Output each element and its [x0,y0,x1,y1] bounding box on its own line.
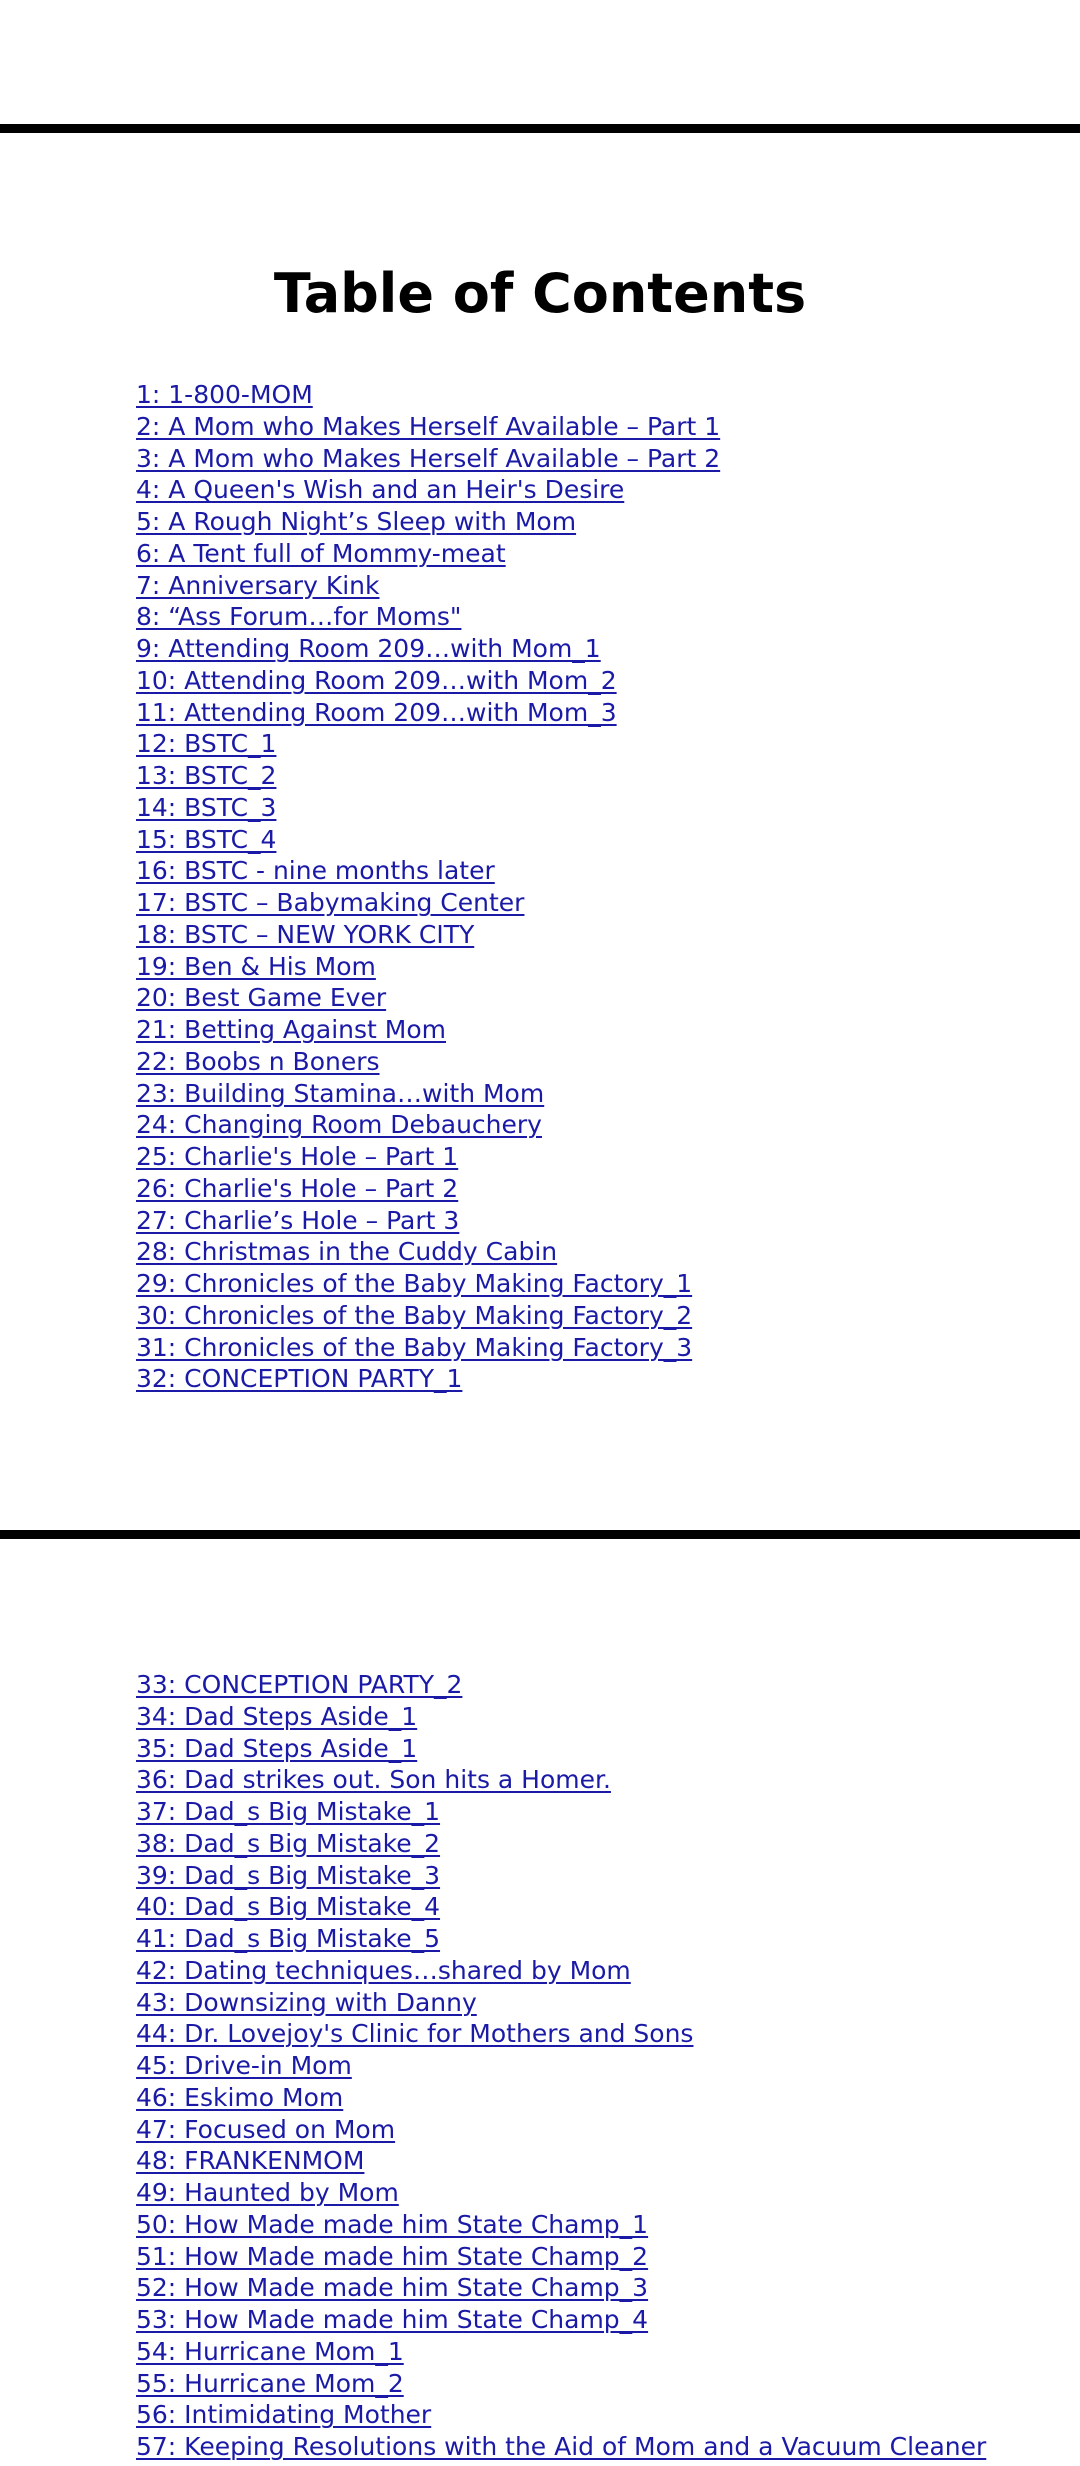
toc-entry-link[interactable]: 51: How Made made him State Champ_2 [136,2241,649,2271]
toc-entry [136,1173,720,1205]
toc-entry [136,1332,720,1364]
page-divider-middle [0,1530,1080,1539]
toc-entry [136,1828,986,1860]
toc-entry-link[interactable]: 24: Changing Room Debauchery [136,1110,542,1140]
toc-entry-link[interactable]: 7: Anniversary Kink [136,570,380,600]
toc-entry [136,1109,720,1141]
toc-entry-link[interactable]: 36: Dad strikes out. Son hits a Homer. [136,1765,611,1795]
toc-entry [136,824,720,856]
toc-entry-link[interactable]: 43: Downsizing with Danny [136,1987,477,2017]
toc-entry-link[interactable]: 52: How Made made him State Champ_3 [136,2273,649,2303]
toc-entry [136,951,720,983]
toc-entry [136,633,720,665]
toc-entry [136,443,720,475]
toc-entry-link[interactable]: 18: BSTC – NEW YORK CITY [136,919,475,949]
toc-entry-link[interactable]: 9: Attending Room 209…with Mom_1 [136,634,601,663]
toc-entry [136,1014,720,1046]
toc-entry [136,570,720,602]
toc-entry [136,1923,986,1955]
toc-entry [136,2018,986,2050]
toc-entry-link[interactable]: 33: CONCEPTION PARTY_2 [136,1670,463,1699]
toc-entry-link[interactable]: 41: Dad_s Big Mistake_5 [136,1924,441,1953]
toc-entry-link[interactable]: 4: A Queen's Wish and an Heir's Desire [136,475,625,505]
toc-entry-link[interactable]: 6: A Tent full of Mommy-meat [136,538,506,568]
toc-entry [136,1046,720,1078]
toc-entry-link[interactable]: 29: Chronicles of the Baby Making Factory_1 [136,1269,693,1298]
toc-entry-link[interactable]: 5: A Rough Night’s Sleep with Mom [136,507,577,536]
toc-entry-link[interactable]: 30: Chronicles of the Baby Making Factory_2 [136,1300,693,1330]
toc-entry-link[interactable]: 17: BSTC – Babymaking Center [136,888,525,917]
toc-entry [136,2431,986,2463]
toc-entry-link[interactable]: 11: Attending Room 209…with Mom_3 [136,697,617,727]
toc-entry [136,2272,986,2304]
toc-entry-link[interactable]: 50: How Made made him State Champ_1 [136,2209,649,2239]
toc-entry [136,2241,986,2273]
toc-entry-link[interactable]: 1: 1-800-MOM [136,380,313,409]
toc-entry [136,1078,720,1110]
page-title: Table of Contents [273,262,807,325]
toc-entry-link[interactable]: 48: FRANKENMOM [136,2146,365,2176]
toc-entry [136,2368,986,2400]
toc-entry-link[interactable]: 38: Dad_s Big Mistake_2 [136,1828,441,1858]
toc-entry-link[interactable]: 34: Dad Steps Aside_1 [136,1701,418,1731]
toc-entry [136,2399,986,2431]
toc-entry [136,2114,986,2146]
toc-entry-link[interactable]: 25: Charlie's Hole – Part 1 [136,1142,459,1171]
toc-entry [136,474,720,506]
toc-entry-link[interactable]: 42: Dating techniques…shared by Mom [136,1955,631,1985]
toc-entry [136,379,720,411]
toc-entry [136,728,720,760]
toc-entry-link[interactable]: 16: BSTC - nine months later [136,856,495,886]
toc-list-page-2 [136,1669,986,2463]
toc-entry-link[interactable]: 57: Keeping Resolutions with the Aid of Mom and a Vacuum Cleaner [136,2432,987,2461]
toc-entry [136,1268,720,1300]
toc-entry [136,982,720,1014]
toc-entry [136,1891,986,1923]
toc-entry [136,1236,720,1268]
toc-entry [136,1764,986,1796]
toc-entry [136,792,720,824]
toc-entry [136,601,720,633]
toc-entry-link[interactable]: 23: Building Stamina…with Mom [136,1078,545,1108]
toc-entry [136,1141,720,1173]
toc-entry [136,2177,986,2209]
toc-entry [136,2082,986,2114]
toc-entry-link[interactable]: 37: Dad_s Big Mistake_1 [136,1797,441,1826]
toc-entry [136,2304,986,2336]
toc-entry [136,1955,986,1987]
toc-entry [136,887,720,919]
toc-entry-link[interactable]: 47: Focused on Mom [136,2114,396,2144]
toc-entry-link[interactable]: 27: Charlie’s Hole – Part 3 [136,1205,460,1235]
toc-entry-link[interactable]: 44: Dr. Lovejoy's Clinic for Mothers and Sons [136,2019,694,2049]
page-divider-top [0,124,1080,133]
toc-entry-link[interactable]: 13: BSTC_2 [136,761,277,790]
toc-entry [136,2336,986,2368]
toc-entry [136,2145,986,2177]
toc-entry-link[interactable]: 54: Hurricane Mom_1 [136,2336,404,2366]
toc-entry-link[interactable]: 3: A Mom who Makes Herself Available – Part 2 [136,443,721,473]
toc-entry-link[interactable]: 10: Attending Room 209…with Mom_2 [136,665,617,695]
toc-entry-link[interactable]: 35: Dad Steps Aside_1 [136,1733,418,1763]
toc-entry [136,1205,720,1237]
toc-entry [136,697,720,729]
toc-entry-link[interactable]: 14: BSTC_3 [136,792,277,822]
toc-entry [136,2209,986,2241]
toc-entry [136,1300,720,1332]
toc-entry-link[interactable]: 39: Dad_s Big Mistake_3 [136,1860,441,1890]
toc-entry-link[interactable]: 20: Best Game Ever [136,983,387,1013]
toc-entry [136,665,720,697]
toc-entry [136,1669,986,1701]
toc-entry [136,1987,986,2019]
toc-entry-link[interactable]: 53: How Made made him State Champ_4 [136,2305,649,2334]
toc-entry-link[interactable]: 45: Drive-in Mom [136,2051,352,2080]
toc-entry-link[interactable]: 26: Charlie's Hole – Part 2 [136,1173,459,1203]
toc-entry [136,1733,986,1765]
toc-entry [136,1363,720,1395]
toc-entry-link[interactable]: 21: Betting Against Mom [136,1015,446,1044]
toc-entry-link[interactable]: 22: Boobs n Boners [136,1046,380,1076]
toc-entry [136,2050,986,2082]
toc-entry-link[interactable]: 8: “Ass Forum…for Moms" [136,602,462,632]
toc-entry [136,1796,986,1828]
toc-entry-link[interactable]: 28: Christmas in the Cuddy Cabin [136,1237,558,1267]
toc-entry-link[interactable]: 19: Ben & His Mom [136,951,376,981]
toc-entry-link[interactable]: 55: Hurricane Mom_2 [136,2368,404,2398]
toc-entry-link[interactable]: 56: Intimidating Mother [136,2400,432,2430]
toc-entry-link[interactable]: 32: CONCEPTION PARTY_1 [136,1364,463,1394]
toc-entry [136,855,720,887]
toc-entry [136,411,720,443]
toc-entry-link[interactable]: 49: Haunted by Mom [136,2178,399,2207]
toc-entry [136,760,720,792]
toc-entry [136,538,720,570]
toc-entry-link[interactable]: 2: A Mom who Makes Herself Available – Part 1 [136,411,721,441]
toc-list-page-1 [136,379,720,1395]
toc-entry [136,1860,986,1892]
toc-entry-link[interactable]: 40: Dad_s Big Mistake_4 [136,1892,441,1922]
toc-entry-link[interactable]: 15: BSTC_4 [136,824,277,854]
toc-entry-link[interactable]: 12: BSTC_1 [136,729,277,759]
toc-entry [136,919,720,951]
toc-entry-link[interactable]: 46: Eskimo Mom [136,2082,344,2112]
toc-entry [136,506,720,538]
toc-entry [136,1701,986,1733]
toc-entry-link[interactable]: 31: Chronicles of the Baby Making Factory_3 [136,1332,693,1362]
